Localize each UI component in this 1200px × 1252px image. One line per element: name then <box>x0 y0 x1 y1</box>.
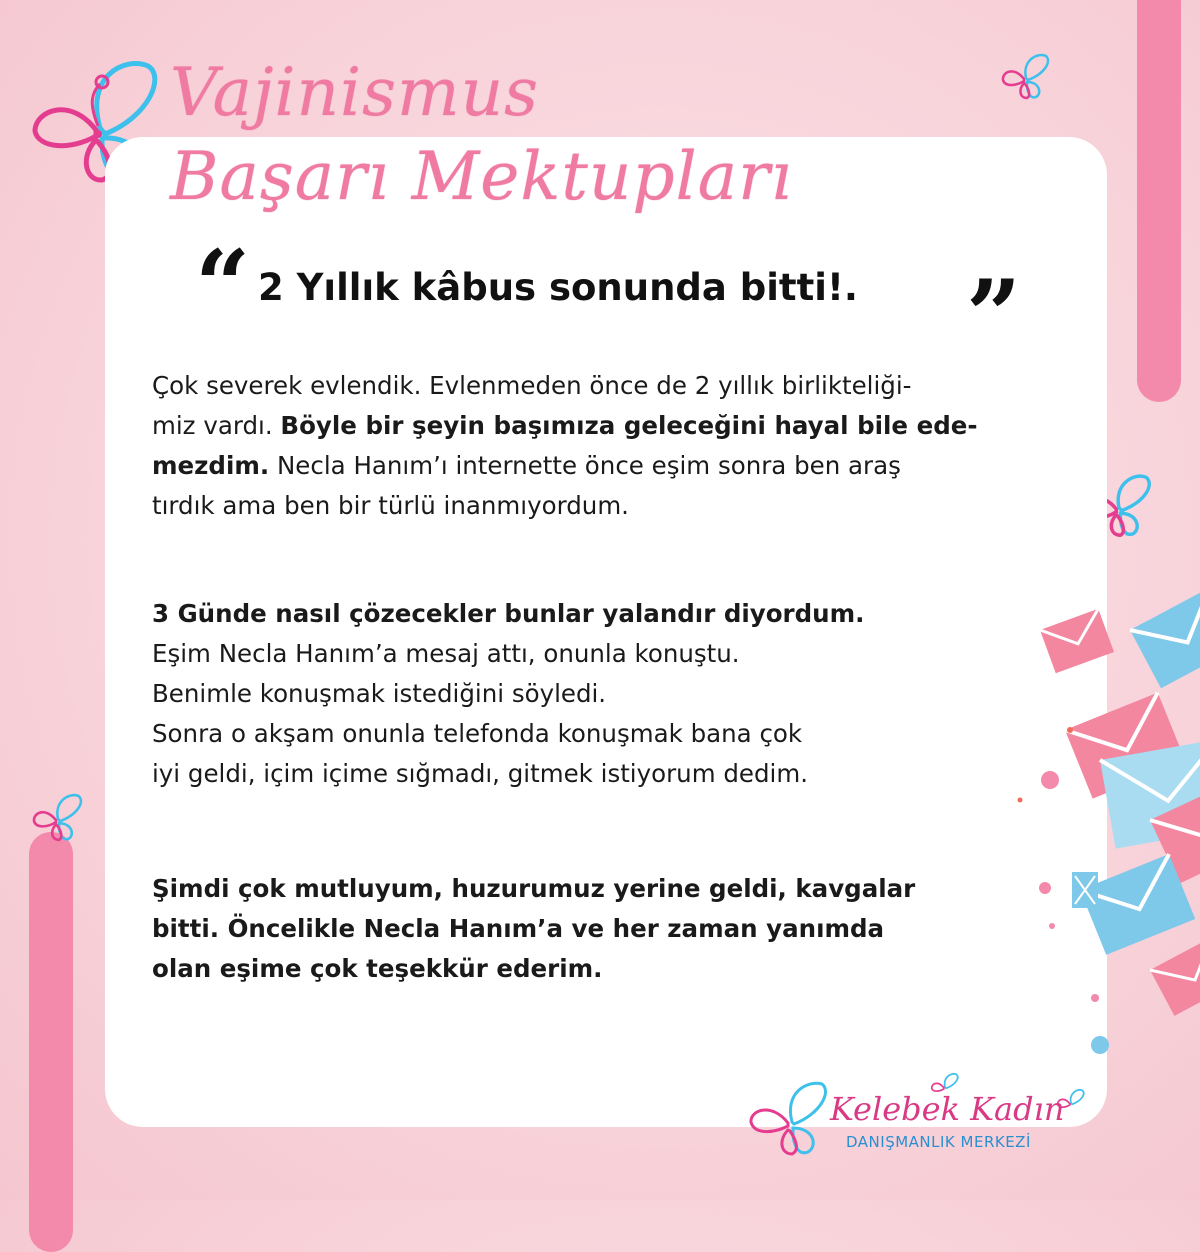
butterfly-icon-top-right <box>1000 52 1052 100</box>
text-line: Eşim Necla Hanım’a mesaj attı, onunla konuştu. <box>152 639 740 668</box>
text-line <box>152 446 1112 486</box>
decor-bar-right <box>1137 0 1181 402</box>
text-line-bold: 3 Günde nasıl çözecekler bunlar yalandır diyordum. <box>152 599 865 628</box>
text-line: Sonra o akşam onunla telefonda konuşmak bana çok <box>152 719 803 748</box>
text-segment: Necla Hanım’ı internette önce eşim sonra ben araş <box>269 451 901 480</box>
logo-subtitle: DANIŞMANLIK MERKEZİ <box>846 1133 1031 1151</box>
text-segment-bold: mezdim. <box>152 451 270 480</box>
text-line <box>152 406 1112 446</box>
text-line-bold: olan eşime çok teşekkür ederim. <box>152 954 603 983</box>
letter-paragraph-1 <box>152 366 1112 526</box>
logo-name: Kelebek Kadın <box>830 1090 1065 1128</box>
text-line-bold: Şimdi çok mutluyum, huzurumuz yerine geldi, kavgalar <box>152 874 916 903</box>
letter-headline: 2 Yıllık kâbus sonunda bitti!. <box>258 266 858 309</box>
text-line: Çok severek evlendik. Evlenmeden önce de 2 yıllık birlikteliği- <box>152 371 912 400</box>
letter-paragraph-2 <box>152 594 1112 794</box>
text-line-bold: bitti. Öncelikle Necla Hanım’a ve her zaman yanımda <box>152 914 885 943</box>
text-line: Benimle konuşmak istediğini söyledi. <box>152 679 607 708</box>
quote-close-mark: ” <box>966 259 1022 372</box>
text-segment-bold: Böyle bir şeyin başımıza geleceğini hayal bile ede- <box>280 411 978 440</box>
butterfly-logo-icon <box>748 1078 832 1158</box>
page-title-line-2: Başarı Mektupları <box>170 138 793 215</box>
text-segment: miz vardı. <box>152 411 281 440</box>
quote-open-mark: “ <box>195 229 251 342</box>
letter-paragraph-3 <box>152 869 1112 989</box>
text-line: iyi geldi, içim içime sığmadı, gitmek istiyorum dedim. <box>152 759 808 788</box>
text-line: tırdık ama ben bir türlü inanmıyordum. <box>152 491 629 520</box>
page-title-line-1: Vajinismus <box>170 54 539 131</box>
butterfly-icon-left <box>30 792 86 842</box>
decor-bar-left <box>29 832 73 1252</box>
